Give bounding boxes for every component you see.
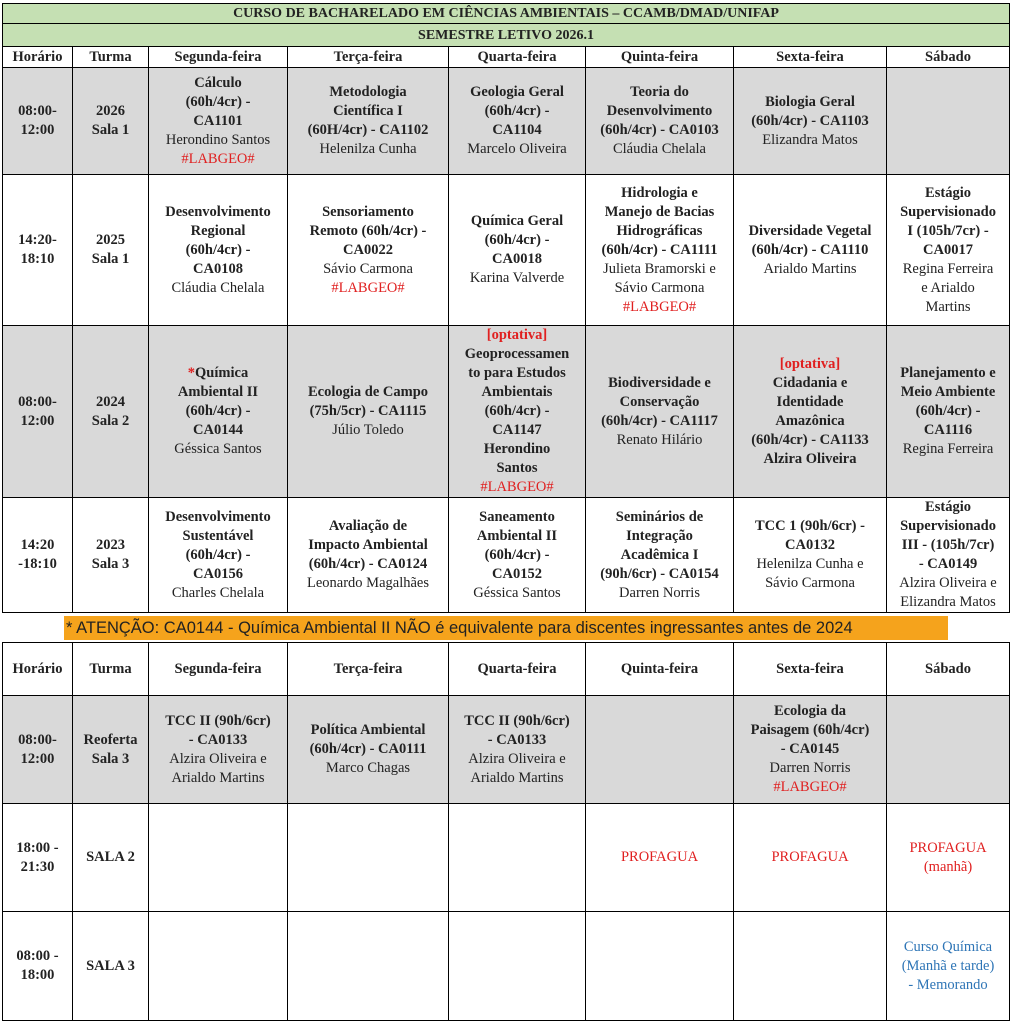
course-name-line: Regional [190,222,246,239]
professor-name-line: e Arialdo [921,279,975,296]
class-group-line: Sala 3 [91,556,130,572]
course-cell [449,175,586,326]
course-name-line: CA0144 [193,422,243,438]
professor-name-line: Géssica Santos [473,584,561,601]
course-cell [586,175,734,326]
class-group-line: Reoferta [83,731,138,748]
time-slot-cell [3,696,73,804]
course-name-line: Biodiversidade e [608,374,711,391]
course-cell [887,498,1010,613]
professor-name-line: Regina Ferreira [902,441,994,457]
course-name-line: (60h/4cr) - CA1117 [601,412,718,429]
professor-name-line: Marco Chagas [325,760,411,776]
course-cell [449,804,586,912]
time-slot-line: 12:00 [20,122,55,138]
schedule-table-secondary [2,642,1010,1021]
header-cell: Sábado [887,47,1010,68]
header-cell: Horário [3,47,73,68]
course-cell [586,326,734,498]
course-cell [734,696,887,804]
header-cell: Quarta-feira [449,643,586,696]
course-cell [887,175,1010,326]
course-cell [288,498,449,613]
professor-name-line: Karina Valverde [469,270,565,286]
course-name-line: Sensoriamento [322,203,414,220]
time-slot-cell [3,175,73,326]
course-name-line: (60h/4cr) - [484,403,550,419]
course-name-line: Desenvolvimento [165,508,271,525]
professor-name-line: Alzira Oliveira e [468,750,566,767]
course-name-line: - CA0133 [188,731,248,748]
header-cell: Turma [73,47,149,68]
semester-title: SEMESTRE LETIVO 2026.1 [3,24,1010,47]
course-name-line: CA1101 [193,112,243,129]
time-slot-line: 18:10 [20,251,55,267]
course-name-line: (60h/4cr) - CA1103 [751,112,869,129]
course-name-line: Avaliação de [328,518,408,534]
course-name-line: III - (105h/7cr) [901,537,995,553]
course-cell [149,175,288,326]
table-row [3,804,1010,912]
course-name-line: Ambiental II [476,527,558,544]
header-cell: Terça-feira [288,643,449,696]
lab-tag: PROFAGUA [771,849,849,865]
header-cell: Segunda-feira [149,643,288,696]
course-name-line: Santos [496,460,538,476]
asterisk-mark: * [187,365,196,381]
course-name-line: CA0156 [193,565,243,582]
professor-name-line: Arialdo Martins [470,769,564,786]
course-name-line: Integração [626,527,693,544]
class-group-cell [73,804,149,912]
class-group-line: Sala 1 [91,122,130,138]
course-name-line: Amazônica [775,412,845,429]
professor-name-line: Helenilza Cunha [319,141,417,157]
class-group-cell [73,68,149,175]
professor-name-line: Herondino Santos [165,131,271,148]
course-cell [734,175,887,326]
time-slot-line: 21:30 [20,858,55,875]
professor-name-line: Elizandra Matos [762,131,858,148]
course-cell [149,326,288,498]
course-name-line: (60h/4cr) - CA1111 [601,241,718,258]
lab-tag: PROFAGUA [620,849,699,865]
course-name-line: Ecologia da [773,703,847,719]
lab-tag: #LABGEO# [181,150,255,167]
header-cell: Segunda-feira [149,47,288,68]
course-name-line: Hidrologia e [621,184,698,201]
course-cell [586,912,734,1021]
course-name-line: Cálculo [194,74,242,91]
course-cell [449,498,586,613]
course-name-line: Supervisionado [900,518,996,534]
class-group-cell [73,498,149,613]
class-group-line: 2024 [96,393,125,410]
time-slot-line: 08:00- [18,103,57,119]
time-slot-line: 18:00 [20,967,55,983]
header-cell: Quinta-feira [586,643,734,696]
course-name-line: (60h/4cr) - [484,232,550,248]
course-cell [149,68,288,175]
course-name-line: Remoto (60h/4cr) - [309,222,427,239]
course-name-line: Científica I [333,103,403,119]
professor-name-line: Helenilza Cunha e [756,556,864,572]
professor-name-line: Elizandra Matos [900,594,996,610]
course-cell [288,326,449,498]
course-name-line: Desenvolvimento [165,203,271,220]
course-cell [288,912,449,1021]
course-name-line: Alzira Oliveira [763,450,857,467]
optional-tag: [optativa] [486,327,548,343]
professor-name-line: Arialdo Martins [171,769,265,786]
time-slot-cell [3,498,73,613]
lab-tag: PROFAGUA [909,839,987,856]
class-group-cell [73,912,149,1021]
header-cell: Quinta-feira [586,47,734,68]
course-name-line: (60h/4cr) - [484,103,550,119]
course-name-line: Hidrográficas [616,222,703,239]
course-name-line: Teoria do [630,84,689,100]
course-name-line: CA1147 [492,422,542,438]
course-cell [449,912,586,1021]
class-group-line: Sala 2 [91,412,130,429]
professor-name-line: Géssica Santos [174,441,262,457]
header-row [3,47,1010,68]
course-name-line: CA0017 [923,241,973,258]
course-cell [887,696,1010,804]
professor-name-line: Cláudia Chelala [612,141,706,157]
course-name-line: Química [195,365,249,381]
course-name-line: Saneamento [479,508,555,525]
professor-name-line: Regina Ferreira [902,260,994,277]
course-name-line: Impacto Ambiental [308,537,428,553]
course-cell [586,804,734,912]
professor-name-line: Alzira Oliveira e [169,750,267,767]
course-name-line: Paisagem (60h/4cr) [750,722,870,738]
time-slot-line: 12:00 [20,750,55,767]
course-name-line: (60h/4cr) - CA1110 [751,241,869,258]
professor-name-line: Charles Chelala [171,584,265,601]
note-line: - Memorando [908,976,988,993]
course-name-line: (75h/5cr) - CA1115 [309,403,427,419]
course-cell [734,804,887,912]
course-name-line: Supervisionado [900,203,996,220]
course-name-line: (60h/4cr) - CA1133 [751,431,869,448]
time-slot-cell [3,912,73,1021]
header-cell: Horário [3,643,73,696]
course-name-line: CA0108 [193,260,243,277]
course-name-line: CA0152 [492,565,542,582]
course-name-line: Química Geral [470,213,564,229]
course-cell [288,68,449,175]
header-row [3,643,1010,696]
course-name-line: Planejamento e [900,365,996,381]
professor-name-line: Darren Norris [619,584,700,601]
table-row [3,68,1010,175]
course-title: CURSO DE BACHARELADO EM CIÊNCIAS AMBIENTAIS – CCAMB/DMAD/UNIFAP [3,4,1010,24]
professor-name-line: Sávio Carmona [323,260,413,277]
course-cell [734,498,887,613]
time-slot-line: 08:00- [18,393,57,410]
course-name-line: Geologia Geral [470,84,564,100]
professor-name-line: Marcelo Oliveira [467,141,567,157]
course-name-line: Herondino [483,441,551,457]
course-name-line: (60h/4cr) - [185,403,251,419]
professor-name-line: Sávio Carmona [614,279,705,296]
course-cell [149,498,288,613]
course-name-line: Manejo de Bacias [604,203,715,220]
course-name-line: Meio Ambiente [900,384,996,400]
course-name-line: (60H/4cr) - CA1102 [307,122,429,138]
time-slot-cell [3,326,73,498]
course-name-line: (60h/4cr) - CA0124 [308,556,428,572]
header-cell: Sexta-feira [734,47,887,68]
course-name-line: (60h/4cr) - [185,93,251,110]
course-name-line: to para Estudos [468,365,566,381]
course-name-line: Biologia Geral [765,93,855,110]
course-name-line: Seminários de [615,508,704,525]
course-name-line: Política Ambiental [310,722,426,738]
schedule-table-main [2,3,1010,613]
course-name-line: TCC II (90h/6cr) [464,712,570,729]
course-cell [887,326,1010,498]
course-name-line: Identidade [776,393,844,410]
professor-name-line: Renato Hilário [616,431,703,448]
time-slot-cell [3,804,73,912]
time-slot-line: 12:00 [20,412,55,429]
course-name-line-starred [153,364,283,383]
course-cell [288,175,449,326]
course-name-line: Ambiental II [177,384,259,400]
course-name-line: - CA0145 [780,741,840,757]
course-name-line: Conservação [619,393,700,410]
course-cell [149,696,288,804]
course-cell [149,912,288,1021]
course-name-line: Ambientais [481,384,553,400]
course-cell [887,804,1010,912]
header-cell: Sábado [887,643,1010,696]
time-slot-line: 14:20 [20,537,55,553]
header-cell: Turma [73,643,149,696]
course-name-line: CA0018 [492,251,542,267]
lab-tag: #LABGEO# [773,779,847,795]
optional-tag: [optativa] [779,355,841,372]
course-cell [734,326,887,498]
class-group-line: Sala 3 [91,750,130,767]
course-name-line: Geoprocessamen [464,346,570,362]
course-name-line: Desenvolvimento [606,103,713,119]
professor-name-line: Cláudia Chelala [171,279,265,296]
class-group-cell [73,326,149,498]
course-name-line: I (105h/7cr) - [907,222,989,239]
course-name-line: (60h/4cr) - CA0111 [309,741,427,757]
course-name-line: TCC II (90h/6cr) [165,712,271,729]
note-line: (Manhã e tarde) [901,957,995,974]
time-slot-line: 18:00 - [16,839,59,856]
course-name-line: CA0022 [343,241,393,258]
course-name-line: (60h/4cr) - [915,403,981,419]
lab-tag: #LABGEO# [622,298,697,315]
course-name-line: Acadêmica I [620,546,699,563]
course-name-line: Cidadania e [772,374,848,391]
lab-tag: #LABGEO# [480,479,554,495]
course-cell [149,804,288,912]
course-cell [734,68,887,175]
time-slot-cell [3,68,73,175]
class-group-cell [73,175,149,326]
course-name-line: (60h/4cr) - [185,241,251,258]
class-group-cell [73,696,149,804]
course-cell [887,68,1010,175]
course-name-line: (60h/4cr) - CA0103 [600,122,719,138]
course-name-line: TCC 1 (90h/6cr) - [755,518,865,534]
class-group-line: 2025 [96,232,125,248]
header-cell: Quarta-feira [449,47,586,68]
professor-name-line: Sávio Carmona [765,575,855,591]
course-name-line: - CA0149 [918,556,978,572]
course-name-line: (60h/4cr) - [484,546,550,563]
course-name-line: CA1104 [492,122,542,138]
course-cell [449,696,586,804]
course-name-line: Sustentável [182,527,254,544]
course-cell [586,498,734,613]
course-name-line: Estágio [925,184,971,201]
course-cell [586,696,734,804]
course-name-line: - CA0133 [487,731,547,748]
time-slot-line: 08:00 - [16,948,59,964]
professor-name-line: Darren Norris [769,760,851,776]
course-name-line: CA0132 [785,537,835,553]
table-row [3,912,1010,1021]
table-row [3,696,1010,804]
attention-notice: * ATENÇÃO: CA0144 - Química Ambiental II NÃO é equivalente para discentes ingressantes antes de 2024 [64,616,948,640]
class-group-line: 2023 [96,537,125,553]
course-cell [288,804,449,912]
course-name-line: (90h/6cr) - CA0154 [600,565,719,582]
class-group-line: SALA 3 [86,957,135,974]
course-cell [449,68,586,175]
lab-tag: #LABGEO# [331,279,405,296]
professor-name-line: Martins [925,298,971,315]
lab-tag: (manhã) [923,858,973,875]
course-cell [734,912,887,1021]
note-line: Curso Química [903,938,993,955]
professor-name-line: Júlio Toledo [332,422,404,438]
course-name-line: Diversidade Vegetal [748,222,872,239]
time-slot-line: 08:00- [18,731,57,748]
course-cell [586,68,734,175]
course-name-line: Metodologia [329,84,407,100]
class-group-line: Sala 1 [91,251,130,267]
header-cell: Terça-feira [288,47,449,68]
table-row [3,175,1010,326]
time-slot-line: 14:20- [18,232,57,248]
course-cell [288,696,449,804]
course-cell [887,912,1010,1021]
class-group-line: 2026 [96,103,125,119]
table-row [3,326,1010,498]
professor-name-line: Arialdo Martins [763,260,857,277]
class-group-line: SALA 2 [86,849,135,865]
professor-name-line: Alzira Oliveira e [899,575,997,591]
course-name-line: CA1116 [923,422,973,438]
time-slot-line: -18:10 [18,556,57,572]
table-row [3,498,1010,613]
professor-name-line: Julieta Bramorski e [603,260,716,277]
professor-name-line: Leonardo Magalhães [307,575,429,591]
course-name-line: Ecologia de Campo [307,384,429,400]
course-name-line: Estágio [925,499,971,515]
header-cell: Sexta-feira [734,643,887,696]
course-cell [449,326,586,498]
course-name-line: (60h/4cr) - [185,546,251,563]
